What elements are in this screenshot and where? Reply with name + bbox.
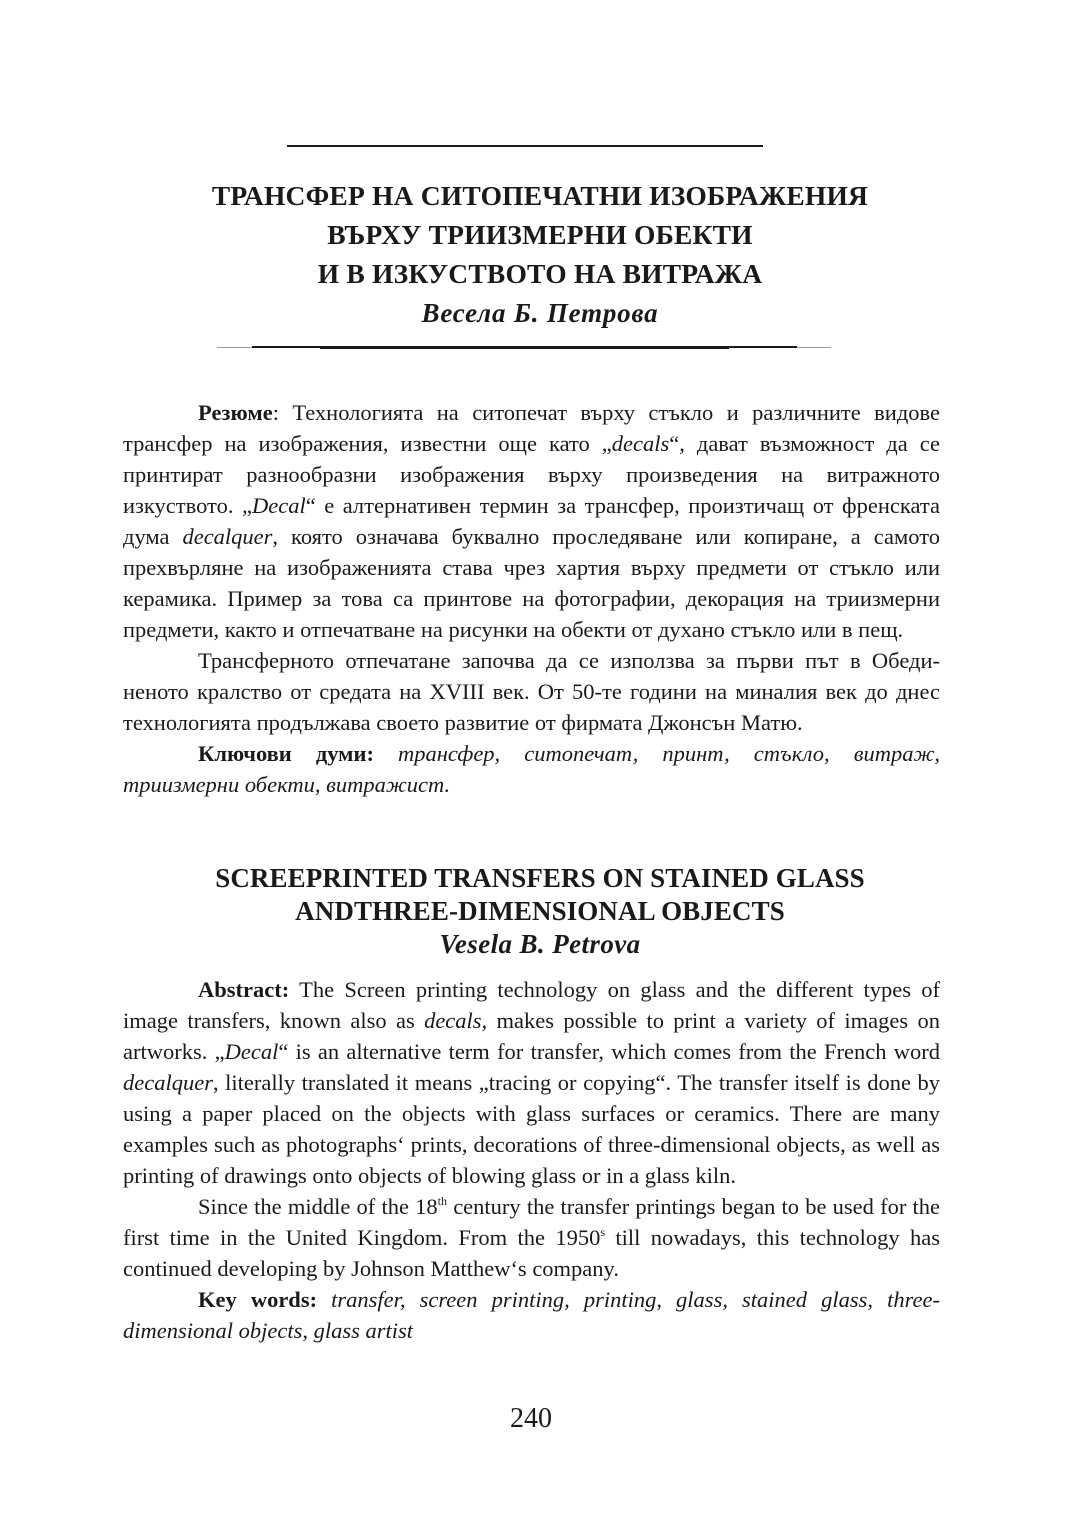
en-abstract-text: till nowadays, this technology has continued developing by Johnson Matthew‘s company. xyxy=(123,1225,940,1281)
bg-abstract-section xyxy=(123,397,940,800)
en-abstract-text: “ is an alternative term for transfer, which comes from the French word xyxy=(278,1039,940,1064)
bg-keywords-label: Ключови думи: xyxy=(198,741,374,766)
bg-abstract-label: Резюме xyxy=(198,400,273,425)
en-abstract-section xyxy=(123,974,940,1346)
en-abstract-text: century the transfer printings began to be used for the first time in the United Kingdom. From the 1950 xyxy=(123,1194,940,1250)
top-rule xyxy=(287,145,763,147)
en-abstract-term-decal: Decal xyxy=(224,1039,279,1064)
bg-keywords-paragraph xyxy=(123,738,940,800)
bg-keywords-list: трансфер, ситопечат, принт, стъкло, витраж, триизмерни обекти, витражист. xyxy=(123,741,941,797)
bg-abstract-text: “, дават възможност да се принтират разнообразни изображения върху произведения на витражното изкуството. „ xyxy=(123,431,940,518)
bg-abstract-text: , която означава буквално проследяване или копиране, а самото прехвърляне на изображенията става чрез хартия върху предмети от стъкло или керамика. Пример за това са принтове на фотографии, декорация на триизмерни предмети, както и отпечатване на рисунки на обекти от духано стъкло или в пещ. xyxy=(123,524,940,642)
en-abstract-label: Abstract: xyxy=(198,977,290,1002)
en-abstract-text: The Screen printing technology on glass and the different types of image transfers, known also as xyxy=(123,977,940,1033)
bg-title-line-2: ВЪРХУ ТРИИЗМЕРНИ ОБЕКТИ xyxy=(327,219,753,250)
bg-abstract-text: “ е алтернативен термин за трансфер, произтичащ от френската дума xyxy=(123,493,940,549)
en-abstract-text: Since the middle of the 18 xyxy=(198,1194,438,1219)
en-keywords-paragraph xyxy=(123,1284,940,1346)
title-underline-rule xyxy=(217,347,831,353)
bg-title-line-1: ТРАНСФЕР НА СИТОПЕЧАТНИ ИЗОБРАЖЕНИЯ xyxy=(211,180,869,211)
bg-abstract-text: : Технологията на ситопечат върху стъкло и различните видове трансфер на изображения, известни още като „ xyxy=(123,400,940,456)
en-keywords-list: transfer, screen printing, printing, glass, stained glass, three-dimensional objects, glass artist xyxy=(123,1287,940,1343)
bg-title-line-3: И В ИЗКУСТВОТО НА ВИТРАЖА xyxy=(317,258,763,289)
en-author: Vesela B. Petrova xyxy=(439,929,641,959)
en-abstract-term-decalquer: decalquer xyxy=(123,1070,213,1095)
bg-author: Весела Б. Петрова xyxy=(421,298,659,328)
en-title-block xyxy=(100,862,980,961)
bg-abstract-term-decalquer: decalquer xyxy=(182,524,273,549)
en-abstract-text: , makes possible to print a variety of images on artworks. „ xyxy=(123,1008,940,1064)
bg-title-block xyxy=(100,176,980,333)
en-keywords-label: Key words: xyxy=(198,1287,318,1312)
ordinal-superscript: th xyxy=(437,1194,447,1208)
en-title-line-2: ANDTHREE-DIMENSIONAL OBJECTS xyxy=(295,896,785,926)
en-abstract-text: , literally translated it means „tracing or copying“. The transfer itself is done by using a paper placed on the objects with glass surfaces or ceramics. There are many examples such as photographs‘ prints, decorations of three-dimensional objects, as well as printing of drawings onto objects of blowing glass or in a glass kiln. xyxy=(123,1070,940,1188)
en-abstract-paragraph-2 xyxy=(123,1191,940,1284)
bg-abstract-paragraph-1 xyxy=(123,397,940,645)
bg-abstract-paragraph-2: Трансферното отпечатане започва да се използва за първи път в Обединеното кралство от средата на XVIII век. От 50-те години на миналия век до днес технологията продължава своето развитие от фирмата Джонсън Матю. xyxy=(123,648,940,735)
en-abstract-term-decals: decals xyxy=(424,1008,482,1033)
bg-abstract-term-decals: decals xyxy=(611,431,670,456)
en-title-line-1: SCREEPRINTED TRANSFERS ON STAINED GLASS xyxy=(215,863,865,893)
plural-superscript: s xyxy=(600,1225,606,1239)
en-abstract-paragraph-1 xyxy=(123,974,940,1191)
bg-abstract-term-decal: Decal xyxy=(251,493,306,518)
page-number: 240 xyxy=(510,1403,552,1434)
